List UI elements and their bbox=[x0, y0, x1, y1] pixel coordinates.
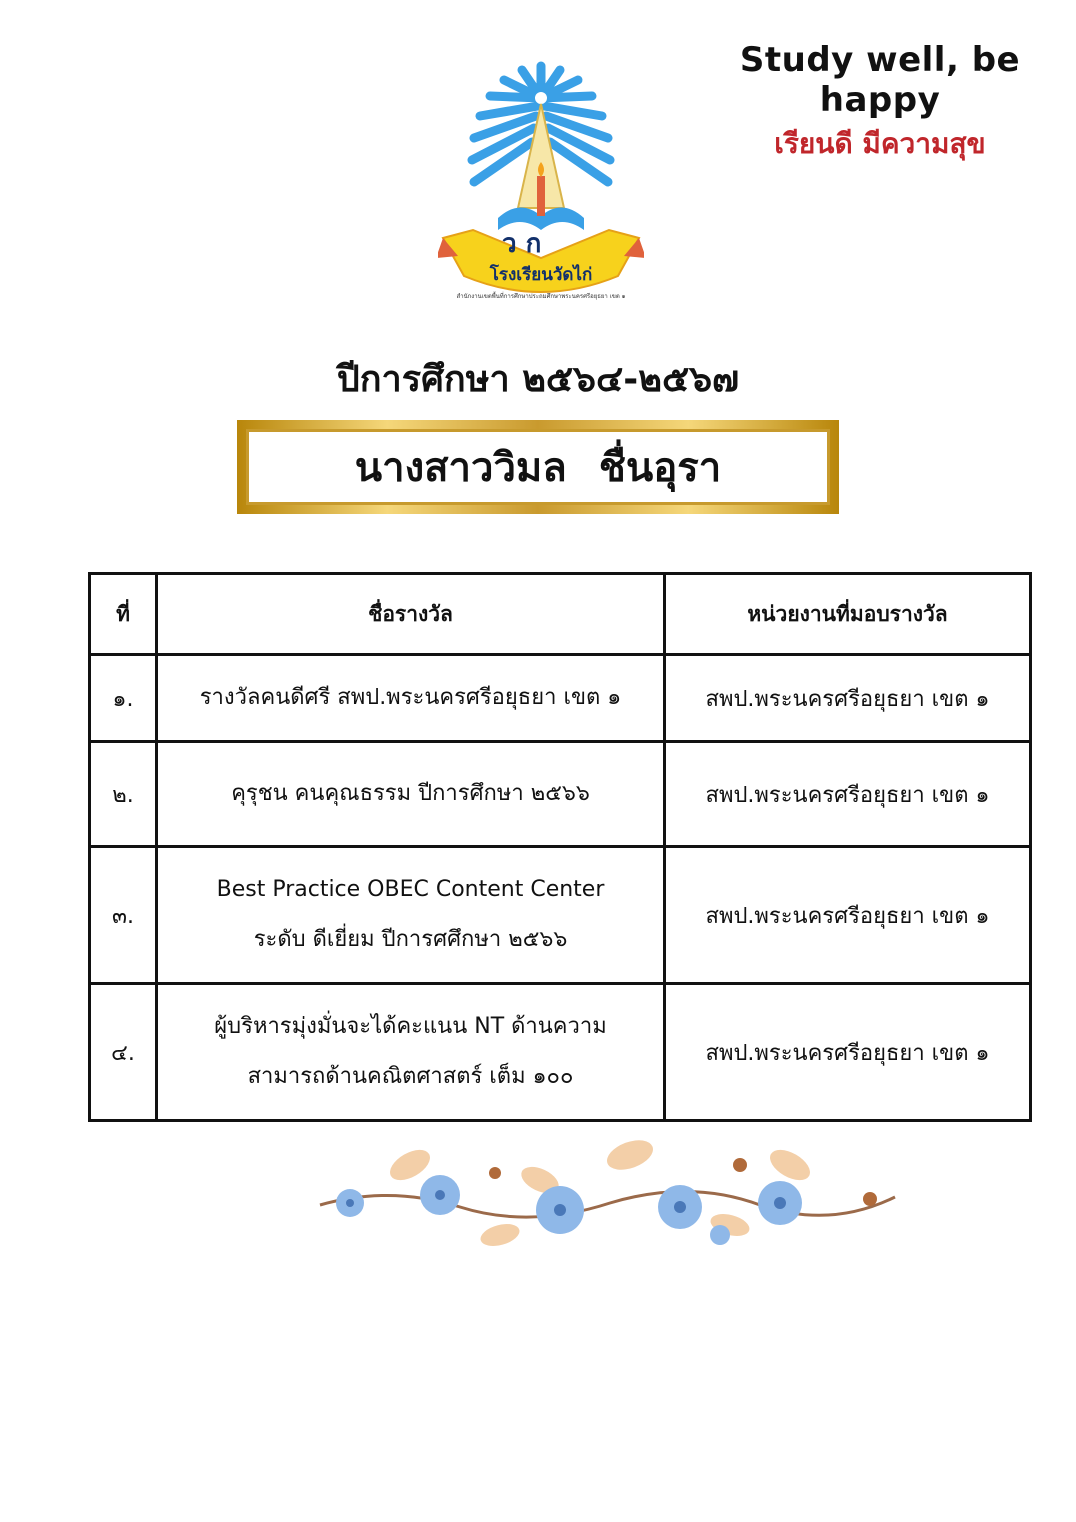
table-row bbox=[90, 655, 1031, 742]
person-name: นางสาววิมล ชื่นอุรา bbox=[354, 445, 722, 491]
award-name-line: รางวัลคนดีศรี สพป.พระนครศรีอยุธยา เขต ๑ bbox=[199, 685, 622, 710]
agency-cell: สพป.พระนครศรีอยุธยา เขต ๑ bbox=[665, 984, 1031, 1121]
award-name-line: Best Practice OBEC Content Center bbox=[216, 877, 605, 902]
academic-year-heading: ปีการศึกษา ๒๕๖๔-๒๕๖๗ bbox=[336, 359, 740, 400]
header-award-name: ชื่อรางวัล bbox=[157, 574, 665, 655]
row-number: ๑. bbox=[90, 655, 157, 742]
logo-school-name: โรงเรียนวัดไก่ bbox=[489, 265, 593, 285]
awards-table bbox=[88, 572, 1032, 1122]
school-logo bbox=[438, 58, 644, 308]
table-row bbox=[90, 742, 1031, 847]
name-frame-inner bbox=[246, 429, 830, 505]
agency-cell: สพป.พระนครศรีอยุธยา เขต ๑ bbox=[665, 742, 1031, 847]
agency-cell: สพป.พระนครศรีอยุธยา เขต ๑ bbox=[665, 847, 1031, 984]
award-name-cell bbox=[157, 655, 665, 742]
award-name-line: คุรุชน คนคุณธรรม ปีการศึกษา ๒๕๖๖ bbox=[231, 781, 590, 806]
logo-org-text: สำนักงานเขตพื้นที่การศึกษาประถมศึกษาพระนครศรีอยุธยา เขต ๑ bbox=[456, 293, 626, 300]
award-name-line: ผู้บริหารมุ่งมั่นจะได้คะแนน NT ด้านความ bbox=[214, 1014, 607, 1039]
floral-decoration bbox=[310, 1125, 900, 1265]
table-header-row bbox=[90, 574, 1031, 655]
logo-letters: ว ก bbox=[502, 229, 542, 259]
slogan-thai: เรียนดี มีความสุข bbox=[774, 127, 986, 160]
award-name-cell bbox=[157, 847, 665, 984]
header-agency: หน่วยงานที่มอบรางวัล bbox=[665, 574, 1031, 655]
award-name-line: ระดับ ดีเยี่ยม ปีการศศึกษา ๒๕๖๖ bbox=[253, 927, 568, 952]
award-name-line: สามารถด้านคณิตศาสตร์ เต็ม ๑๐๐ bbox=[247, 1064, 574, 1089]
name-frame bbox=[237, 420, 839, 514]
slogan bbox=[700, 40, 1060, 166]
award-name-cell bbox=[157, 984, 665, 1121]
award-name-cell bbox=[157, 742, 665, 847]
table-row bbox=[90, 847, 1031, 984]
slogan-english: Study well, be happy bbox=[739, 40, 1021, 120]
row-number: ๔. bbox=[90, 984, 157, 1121]
table-row bbox=[90, 984, 1031, 1121]
row-number: ๓. bbox=[90, 847, 157, 984]
agency-cell: สพป.พระนครศรีอยุธยา เขต ๑ bbox=[665, 655, 1031, 742]
header-number: ที่ bbox=[90, 574, 157, 655]
row-number: ๒. bbox=[90, 742, 157, 847]
